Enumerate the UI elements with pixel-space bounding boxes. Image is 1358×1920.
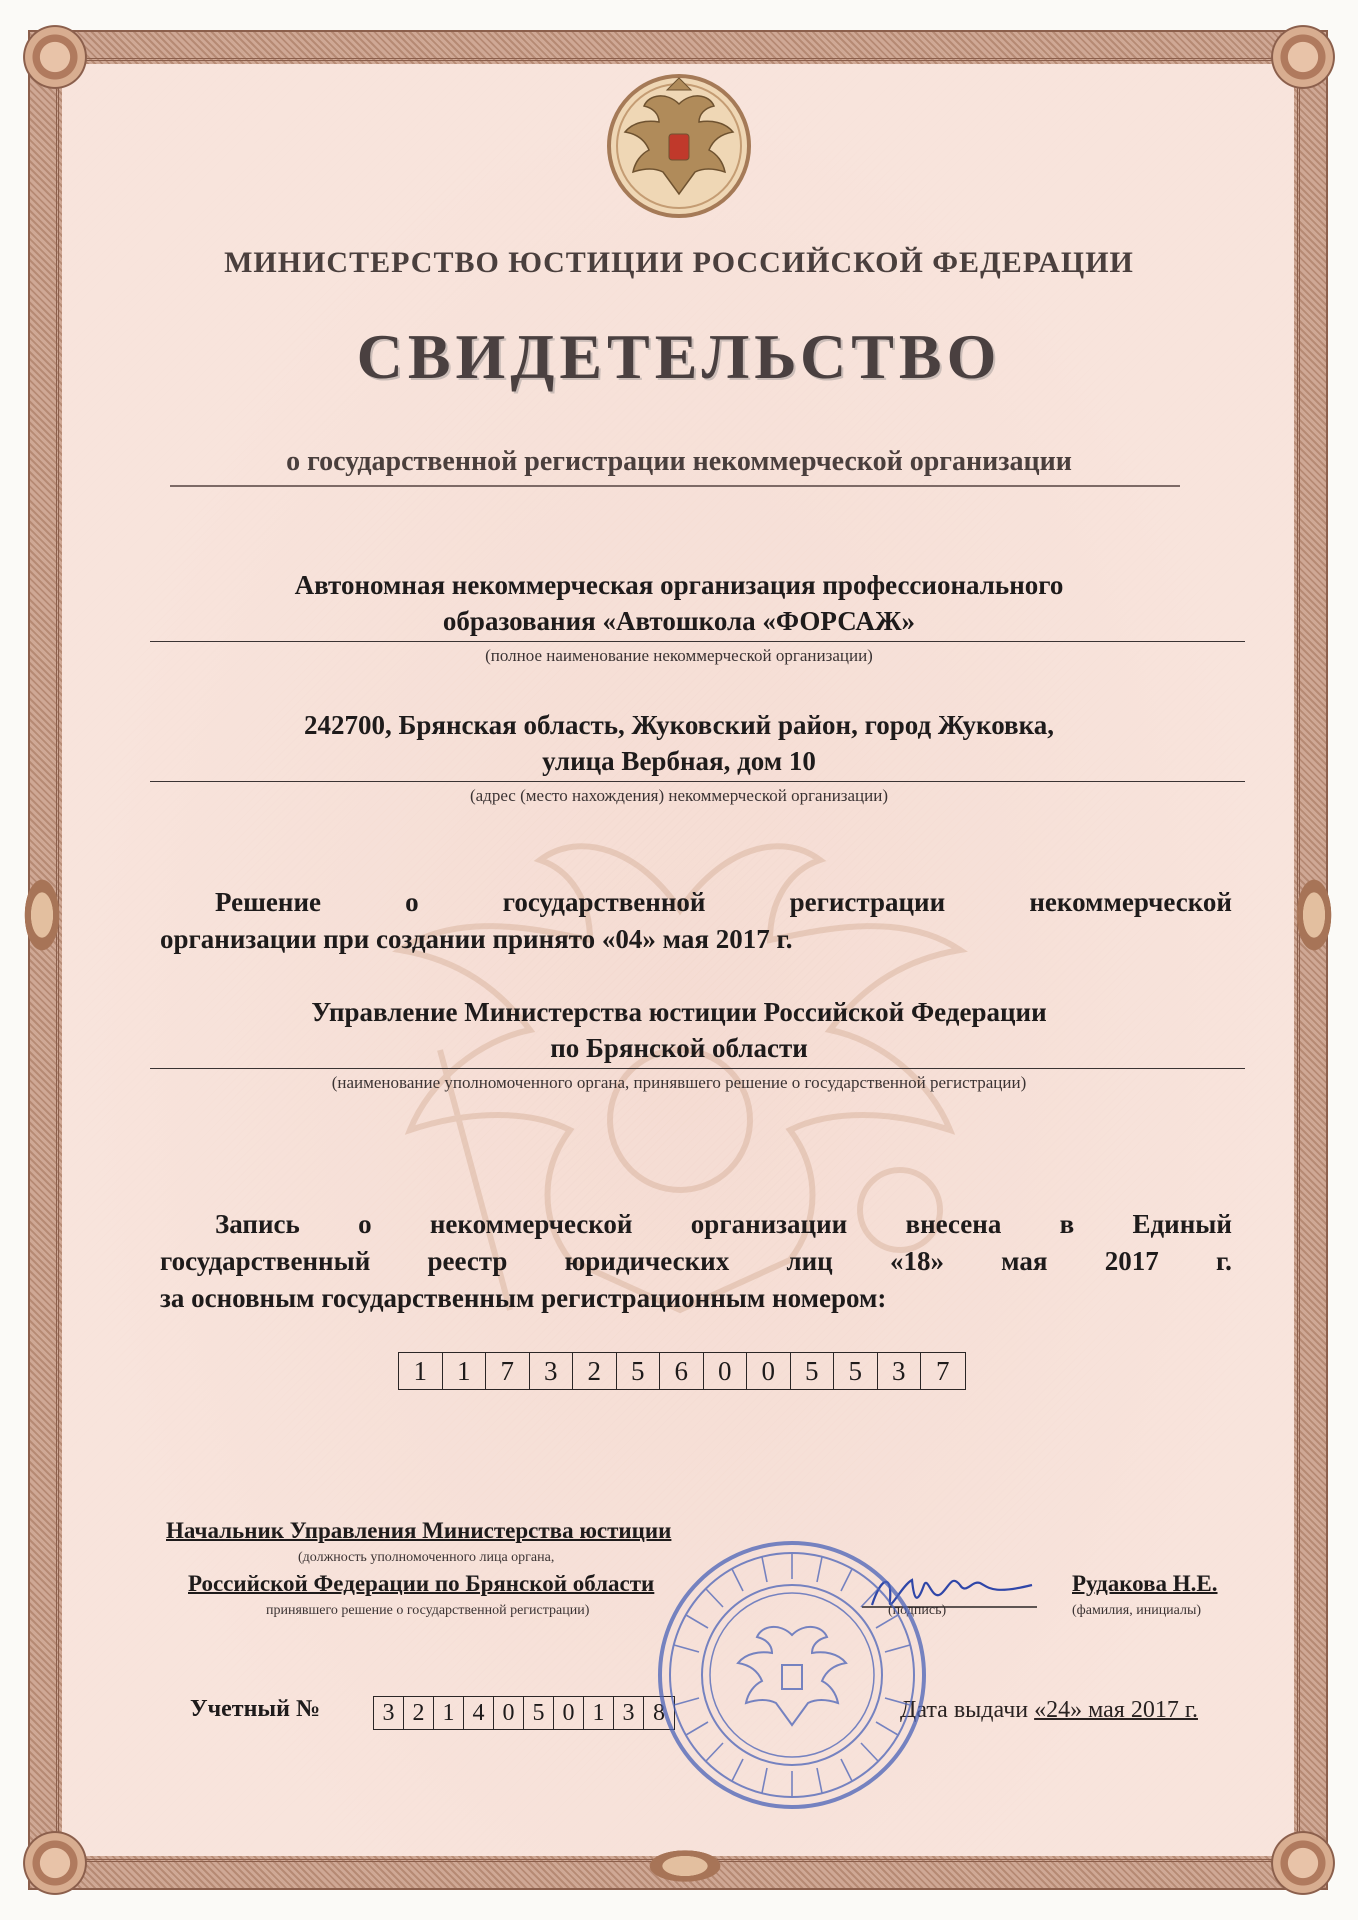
registry-line1 — [160, 1206, 1232, 1243]
coat-of-arms-icon — [589, 64, 769, 224]
certificate-title: СВИДЕТЕЛЬСТВО — [356, 321, 1002, 392]
account-number-label: Учетный № — [190, 1696, 321, 1722]
account-digit: 5 — [524, 1697, 554, 1729]
ministry-heading: МИНИСТЕРСТВО ЮСТИЦИИ РОССИЙСКОЙ ФЕДЕРАЦИИ — [224, 246, 1134, 279]
word: 2017 — [1104, 1246, 1159, 1276]
ogrn-digit: 3 — [530, 1353, 574, 1389]
ogrn-digit: 5 — [617, 1353, 661, 1389]
ogrn-digit: 3 — [878, 1353, 922, 1389]
certificate-subtitle: о государственной регистрации некоммерческой организации — [286, 446, 1072, 477]
authority-line1: Управление Министерства юстиции Российской Федерации — [311, 997, 1047, 1027]
word: организации — [690, 1209, 848, 1239]
account-digit: 0 — [554, 1697, 584, 1729]
decision-line2: организации при создании принято «04» мая 2017 г. — [160, 924, 793, 954]
authority-hint: (наименование уполномоченного органа, принявшего решение о государственной регистрации) — [331, 1073, 1027, 1092]
word: о — [358, 1209, 372, 1239]
ogrn-digit: 2 — [573, 1353, 617, 1389]
word: Решение — [215, 887, 321, 917]
address-line1: 242700, Брянская область, Жуковский район, город Жуковка, — [303, 710, 1054, 740]
corner-ornament — [1268, 22, 1338, 92]
ogrn-number-boxes — [398, 1352, 966, 1390]
side-ornament — [20, 870, 64, 960]
bottom-ornament — [640, 1846, 730, 1886]
word: реестр — [427, 1246, 508, 1276]
word: лиц — [786, 1246, 833, 1276]
ogrn-digit: 5 — [834, 1353, 878, 1389]
account-digit: 1 — [434, 1697, 464, 1729]
ogrn-digit: 1 — [399, 1353, 443, 1389]
signatory-position-line1: Начальник Управления Министерства юстиции — [166, 1518, 672, 1543]
ogrn-digit: 7 — [486, 1353, 530, 1389]
address-rule — [150, 781, 1245, 782]
decision-paragraph — [160, 884, 1232, 958]
word: некоммерческой — [1029, 887, 1232, 917]
authority-line2: по Брянской области — [550, 1033, 808, 1063]
issue-date-label: Дата выдачи — [900, 1697, 1029, 1723]
address-line2: улица Вербная, дом 10 — [542, 746, 816, 776]
word: государственный — [160, 1246, 371, 1276]
word: мая — [1001, 1246, 1048, 1276]
ogrn-digit: 0 — [747, 1353, 791, 1389]
corner-ornament — [20, 22, 90, 92]
account-digit: 3 — [374, 1697, 404, 1729]
word: регистрации — [789, 887, 946, 917]
word: государственной — [502, 887, 706, 917]
ogrn-digit: 0 — [704, 1353, 748, 1389]
word: Единый — [1132, 1209, 1232, 1239]
signatory-position-hint2: принявшего решение о государственной регистрации) — [266, 1603, 590, 1618]
signature-hint: (подпись) — [888, 1603, 947, 1618]
word: в — [1059, 1209, 1075, 1239]
authority-rule — [150, 1068, 1245, 1069]
decision-line1 — [160, 884, 1232, 921]
account-digit: 4 — [464, 1697, 494, 1729]
word: о — [405, 887, 419, 917]
org-name-rule — [150, 641, 1245, 642]
registry-line2 — [160, 1243, 1232, 1280]
corner-ornament — [20, 1828, 90, 1898]
word: Запись — [215, 1209, 300, 1239]
org-name-line1: Автономная некоммерческая организация профессионального — [294, 570, 1064, 600]
account-number-boxes — [373, 1696, 675, 1730]
signatory-position-line2: Российской Федерации по Брянской области — [188, 1571, 655, 1596]
org-name-line2: образования «Автошкола «ФОРСАЖ» — [442, 606, 916, 636]
word: г. — [1215, 1246, 1232, 1276]
account-digit: 0 — [494, 1697, 524, 1729]
ogrn-digit: 1 — [443, 1353, 487, 1389]
account-digit: 3 — [614, 1697, 644, 1729]
signatory-position-hint1: (должность уполномоченного лица органа, — [298, 1550, 555, 1565]
account-digit: 1 — [584, 1697, 614, 1729]
ogrn-digit: 7 — [936, 1356, 950, 1386]
side-ornament — [1292, 870, 1336, 960]
official-seal-stamp — [652, 1535, 932, 1815]
registry-line3: за основным государственным регистрационным номером: — [160, 1283, 887, 1313]
issue-date-value: «24» мая 2017 г. — [1034, 1697, 1198, 1723]
registry-paragraph — [160, 1206, 1232, 1317]
subtitle-divider — [170, 485, 1180, 487]
ogrn-digit: 6 — [660, 1353, 704, 1389]
account-digit: 2 — [404, 1697, 434, 1729]
word: «18» — [889, 1246, 944, 1276]
signatory-name: Рудакова Н.Е. — [1072, 1571, 1218, 1596]
org-name-hint: (полное наименование некоммерческой организации) — [485, 646, 873, 665]
ogrn-digit: 5 — [791, 1353, 835, 1389]
account-digit: 8 — [653, 1700, 665, 1726]
issue-date — [900, 1697, 1198, 1724]
address-hint: (адрес (место нахождения) некоммерческой организации) — [469, 786, 889, 805]
word: некоммерческой — [429, 1209, 633, 1239]
word: юридических — [564, 1246, 730, 1276]
corner-ornament — [1268, 1828, 1338, 1898]
word: внесена — [905, 1209, 1002, 1239]
signatory-name-hint: (фамилия, инициалы) — [1072, 1603, 1202, 1618]
